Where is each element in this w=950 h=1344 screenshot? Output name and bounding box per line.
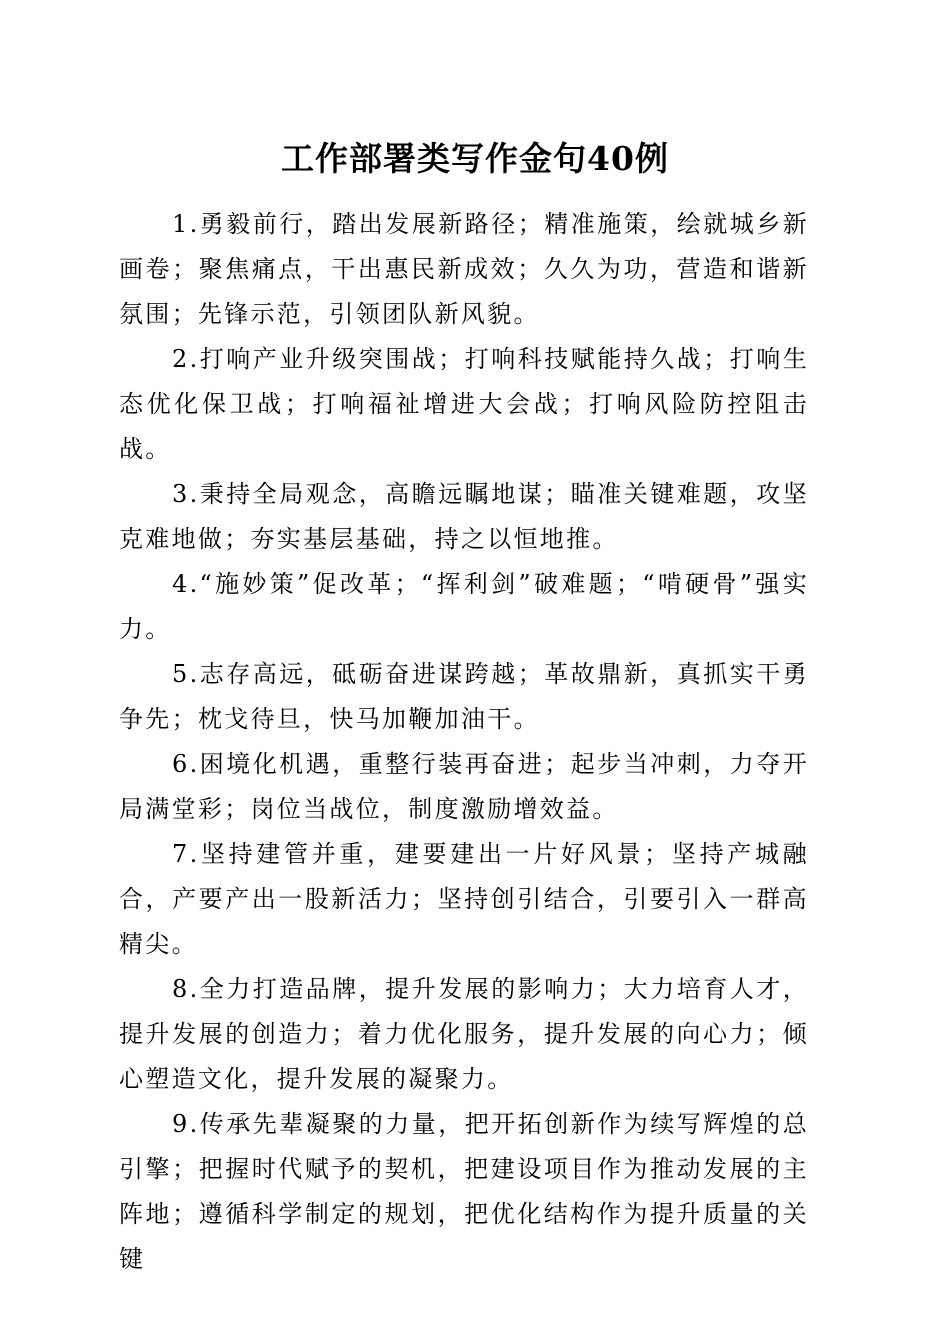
paragraph-7: 7.坚持建管并重，建要建出一片好风景；坚持产城融合，产要产出一股新活力；坚持创引结合，引要引入一群高精尖。 [119, 840, 809, 958]
paragraph-3: 3.秉持全局观念，高瞻远瞩地谋；瞄准关键难题，攻坚克难地做；夯实基层基础，持之以恒地推。 [119, 480, 809, 553]
paragraph-2: 2.打响产业升级突围战；打响科技赋能持久战；打响生态优化保卫战；打响福祉增进大会战；打响风险防控阻击战。 [119, 345, 809, 463]
paragraph-9: 9.传承先辈凝聚的力量，把开拓创新作为续写辉煌的总引擎；把握时代赋予的契机，把建设项目作为推动发展的主阵地；遵循科学制定的规划，把优化结构作为提升质量的关键 [119, 1110, 809, 1273]
paragraph-1: 1.勇毅前行，踏出发展新路径；精准施策，绘就城乡新画卷；聚焦痛点，干出惠民新成效；久久为功，营造和谐新氛围；先锋示范，引领团队新风貌。 [119, 210, 809, 328]
paragraph-6: 6.困境化机遇，重整行装再奋进；起步当冲刺，力夺开局满堂彩；岗位当战位，制度激励增效益。 [119, 750, 809, 823]
paragraph-8: 8.全力打造品牌，提升发展的影响力；大力培育人才，提升发展的创造力；着力优化服务，提升发展的向心力；倾心塑造文化，提升发展的凝聚力。 [119, 975, 809, 1093]
paragraph-5: 5.志存高远，砥砺奋进谋跨越；革故鼎新，真抓实干勇争先；枕戈待旦，快马加鞭加油干。 [119, 660, 809, 733]
document-title: 工作部署类写作金句40例 [281, 139, 669, 178]
document-body [119, 202, 809, 1282]
paragraph-4: 4.“施妙策”促改革；“挥利剑”破难题；“啃硬骨”强实力。 [119, 570, 809, 643]
